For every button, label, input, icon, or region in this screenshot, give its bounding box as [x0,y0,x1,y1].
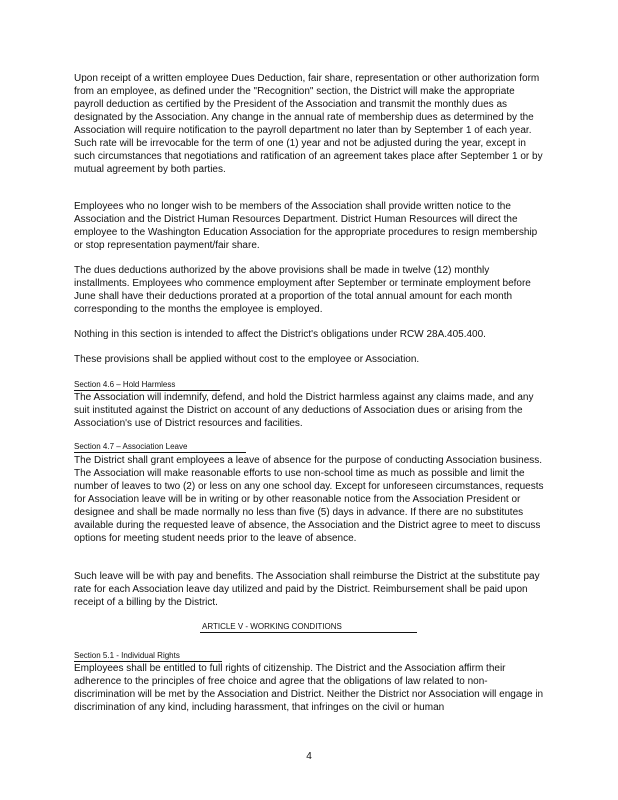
section-4-7-heading: Section 4.7 – Association Leave [74,441,246,453]
section-4-6-heading: Section 4.6 – Hold Harmless [74,379,220,391]
article-v-heading: ARTICLE V - WORKING CONDITIONS [200,621,417,633]
cost-provision-paragraph: These provisions shall be applied without cost to the employee or Association. [74,354,420,365]
leave-pay-paragraph: Such leave will be with pay and benefits. The Association shall reimburse the District at the substitute pay rate for each Association leave day utilized and paid by the District. Reimbursement shall be paid upon receipt of a billing by the District. [74,571,540,608]
membership-withdrawal-paragraph: Employees who no longer wish to be members of the Association shall provide written notice to the Association and the District Human Resources Department. District Human Resources will direct the employee to the Washington Education Association for the appropriate procedures to resign membership or stop representation payment/fair share. [74,201,538,251]
section-5-1-heading: Section 5.1 - Individual Rights [74,650,222,662]
dues-deduction-paragraph: Upon receipt of a written employee Dues Deduction, fair share, representation or other authorization form from an employee, as defined under the "Recognition" section, the District will make the appropriate payroll deduction as certified by the President of the Association and transmit the monthly dues as designated by the Association. Any change in the annual rate of membership dues as determined by the Association will require notification to the payroll department no later than by September 1 of each year. Such rate will be irrevocable for the term of one (1) year and not be adjusted during the year, except in such circumstances that negotiations and ratification of an agreement takes place after September 1 or by mutual agreement by both parties. [74,73,543,175]
installments-paragraph: The dues deductions authorized by the above provisions shall be made in twelve (12) monthly installments. Employees who commence employment after September or terminate employment before June shall have their deductions prorated at a proportion of the total annual amount for each month corresponding to the months the employee is employed. [74,265,531,315]
individual-rights-paragraph: Employees shall be entitled to full rights of citizenship. The District and the Association affirm their adherence to the principles of free choice and agree that the obligations of law related to non-discrimination will be met by the Association and District. Neither the District nor Association will engage in discrimination of any kind, including harassment, that infringes on the civil or human [74,663,544,713]
rcw-obligations-paragraph: Nothing in this section is intended to affect the District's obligations under RCW 28A.405.400. [74,329,486,340]
page-number: 4 [306,751,312,762]
hold-harmless-paragraph: The Association will indemnify, defend, and hold the District harmless against any claims made, and any suit instituted against the District on account of any deductions of Association dues or arising from the Association's use of District resources and facilities. [74,392,534,429]
association-leave-paragraph: The District shall grant employees a leave of absence for the purpose of conducting Association business. The Association will make reasonable efforts to use non-school time as much as possible and limit the number of leaves to two (2) or less on any one school day. Except for unforeseen circumstances, requests for Association leave will be in writing or by other reasonable notice from the Association President or designee and shall be made normally no less than five (5) days in advance. If there are no substitutes available during the requested leave of absence, the Association and the District agree to meet to discuss options for meeting student needs prior to the leave of absence. [74,455,544,544]
